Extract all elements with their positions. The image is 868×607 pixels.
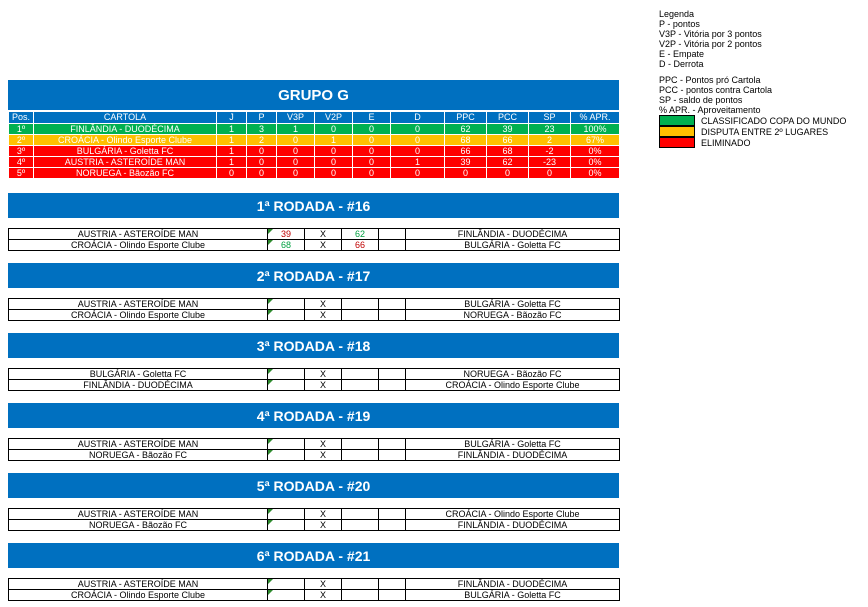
legend xyxy=(659,9,868,148)
home-score xyxy=(268,439,305,450)
away-team: BULGÁRIA - Goletta FC xyxy=(406,299,620,310)
home-score xyxy=(268,299,305,310)
versus-mark: X xyxy=(305,439,342,450)
legend-line: P - pontos xyxy=(659,19,700,29)
standings-cell-p: 0 xyxy=(247,168,277,179)
round-matches-table xyxy=(8,298,620,321)
spacer-cell xyxy=(379,369,406,380)
standings-cell-pos: 3º xyxy=(9,146,34,157)
home-score xyxy=(268,579,305,590)
legend-title: Legenda xyxy=(659,9,695,19)
spacer-cell xyxy=(379,380,406,391)
header-cell: % APR. xyxy=(571,112,620,124)
home-score xyxy=(268,369,305,380)
standings-cell-apr: 100% xyxy=(571,124,620,135)
spacer-cell xyxy=(379,579,406,590)
header-cell: D xyxy=(391,112,445,124)
standings-cell-team: AUSTRIA - ASTEROÍDE MAN xyxy=(34,157,217,168)
legend-swatch-row xyxy=(659,126,868,137)
legend-color-swatch xyxy=(659,115,695,126)
header-cell: V3P xyxy=(277,112,315,124)
standings-table xyxy=(8,111,620,179)
standings-cell-pos: 5º xyxy=(9,168,34,179)
home-score xyxy=(268,310,305,321)
away-score xyxy=(342,590,379,601)
round-matches-table xyxy=(8,368,620,391)
match-row xyxy=(9,450,620,461)
away-score xyxy=(342,579,379,590)
away-team: BULGÁRIA - Goletta FC xyxy=(406,590,620,601)
standings-cell-p: 0 xyxy=(247,157,277,168)
home-team: AUSTRIA - ASTEROÍDE MAN xyxy=(9,579,268,590)
header-cell: Pos. xyxy=(9,112,34,124)
standings-row xyxy=(9,146,620,157)
round-title: 4ª RODADA - #19 xyxy=(8,403,619,428)
legend-line: % APR. - Aproveitamento xyxy=(659,105,761,115)
standings-cell-v3p: 0 xyxy=(277,135,315,146)
versus-mark: X xyxy=(305,299,342,310)
match-row xyxy=(9,520,620,531)
standings-cell-e: 0 xyxy=(353,157,391,168)
match-row xyxy=(9,590,620,601)
standings-cell-ppc: 0 xyxy=(445,168,487,179)
home-score xyxy=(268,450,305,461)
round-title: 5ª RODADA - #20 xyxy=(8,473,619,498)
legend-line: E - Empate xyxy=(659,49,705,59)
standings-cell-ppc: 39 xyxy=(445,157,487,168)
standings-cell-e: 0 xyxy=(353,135,391,146)
header-cell: PPC xyxy=(445,112,487,124)
round-title: 1ª RODADA - #16 xyxy=(8,193,619,218)
home-team: CROÁCIA - Olindo Esporte Clube xyxy=(9,590,268,601)
standings-cell-team: NORUEGA - Bãozão FC xyxy=(34,168,217,179)
legend-line: V3P - Vitória por 3 pontos xyxy=(659,29,762,39)
spacer-cell xyxy=(379,439,406,450)
standings-cell-e: 0 xyxy=(353,168,391,179)
away-score xyxy=(342,439,379,450)
round-matches-table xyxy=(8,578,620,601)
standings-cell-p: 2 xyxy=(247,135,277,146)
match-row xyxy=(9,229,620,240)
away-team: FINLÂNDIA - DUODÉCIMA xyxy=(406,450,620,461)
home-team: FINLÂNDIA - DUODÉCIMA xyxy=(9,380,268,391)
away-team: NORUEGA - Bãozão FC xyxy=(406,310,620,321)
standings-cell-d: 0 xyxy=(391,124,445,135)
round-matches-table xyxy=(8,438,620,461)
versus-mark: X xyxy=(305,579,342,590)
away-score xyxy=(342,509,379,520)
legend-line: PPC - Pontos pró Cartola xyxy=(659,75,761,85)
group-title: GRUPO G xyxy=(8,80,619,110)
versus-mark: X xyxy=(305,509,342,520)
versus-mark: X xyxy=(305,450,342,461)
round-matches-table xyxy=(8,508,620,531)
legend-line: PCC - pontos contra Cartola xyxy=(659,85,773,95)
versus-mark: X xyxy=(305,520,342,531)
home-team: AUSTRIA - ASTEROÍDE MAN xyxy=(9,439,268,450)
standings-cell-v2p: 0 xyxy=(315,146,353,157)
header-cell: PCC xyxy=(487,112,529,124)
standings-row xyxy=(9,168,620,179)
standings-cell-apr: 0% xyxy=(571,146,620,157)
standings-cell-pcc: 62 xyxy=(487,157,529,168)
away-team: FINLÂNDIA - DUODÉCIMA xyxy=(406,520,620,531)
legend-swatch-label: CLASSIFICADO COPA DO MUNDO xyxy=(701,115,847,126)
standings-cell-team: CROÁCIA - Olindo Esporte Clube xyxy=(34,135,217,146)
away-score xyxy=(342,310,379,321)
away-score xyxy=(342,369,379,380)
away-score xyxy=(342,450,379,461)
match-row xyxy=(9,369,620,380)
standings-cell-pcc: 68 xyxy=(487,146,529,157)
standings-cell-j: 1 xyxy=(217,157,247,168)
home-team: AUSTRIA - ASTEROÍDE MAN xyxy=(9,509,268,520)
standings-cell-sp: 2 xyxy=(529,135,571,146)
away-team: FINLÂNDIA - DUODÉCIMA xyxy=(406,579,620,590)
home-team: CROÁCIA - Olindo Esporte Clube xyxy=(9,240,268,251)
home-score xyxy=(268,380,305,391)
standings-cell-j: 0 xyxy=(217,168,247,179)
standings-cell-ppc: 66 xyxy=(445,146,487,157)
standings-cell-team: FINLÂNDIA - DUODÉCIMA xyxy=(34,124,217,135)
standings-cell-sp: 23 xyxy=(529,124,571,135)
match-row xyxy=(9,579,620,590)
match-row xyxy=(9,299,620,310)
standings-cell-pcc: 0 xyxy=(487,168,529,179)
versus-mark: X xyxy=(305,229,342,240)
spacer-cell xyxy=(379,520,406,531)
match-row xyxy=(9,439,620,450)
standings-cell-v3p: 0 xyxy=(277,157,315,168)
home-score: 68 xyxy=(268,240,305,251)
away-team: FINLÂNDIA - DUODÉCIMA xyxy=(406,229,620,240)
legend-color-swatch xyxy=(659,126,695,137)
home-team: AUSTRIA - ASTEROÍDE MAN xyxy=(9,229,268,240)
standings-cell-v3p: 0 xyxy=(277,146,315,157)
header-cell: V2P xyxy=(315,112,353,124)
standings-cell-v3p: 1 xyxy=(277,124,315,135)
round-title: 6ª RODADA - #21 xyxy=(8,543,619,568)
standings-row xyxy=(9,124,620,135)
legend-swatch-row xyxy=(659,137,868,148)
home-team: BULGÁRIA - Goletta FC xyxy=(9,369,268,380)
standings-cell-pcc: 66 xyxy=(487,135,529,146)
match-row xyxy=(9,310,620,321)
spacer-cell xyxy=(379,509,406,520)
round-matches-table xyxy=(8,228,620,251)
standings-cell-p: 0 xyxy=(247,146,277,157)
standings-cell-v2p: 0 xyxy=(315,157,353,168)
standings-cell-pos: 1º xyxy=(9,124,34,135)
legend-swatch-row xyxy=(659,115,868,126)
standings-cell-d: 1 xyxy=(391,157,445,168)
standings-cell-j: 1 xyxy=(217,124,247,135)
standings-cell-v3p: 0 xyxy=(277,168,315,179)
spacer-cell xyxy=(379,299,406,310)
standings-cell-d: 0 xyxy=(391,135,445,146)
spacer-cell xyxy=(379,229,406,240)
standings-cell-ppc: 68 xyxy=(445,135,487,146)
home-score xyxy=(268,509,305,520)
standings-cell-pos: 2º xyxy=(9,135,34,146)
header-cell: J xyxy=(217,112,247,124)
away-score xyxy=(342,299,379,310)
standings-cell-pos: 4º xyxy=(9,157,34,168)
home-team: AUSTRIA - ASTEROÍDE MAN xyxy=(9,299,268,310)
away-score xyxy=(342,380,379,391)
home-score xyxy=(268,520,305,531)
legend-line: D - Derrota xyxy=(659,59,704,69)
legend-line: V2P - Vitória por 2 pontos xyxy=(659,39,762,49)
standings-cell-v2p: 1 xyxy=(315,135,353,146)
standings-cell-v2p: 0 xyxy=(315,124,353,135)
legend-line: SP - saldo de pontos xyxy=(659,95,743,105)
versus-mark: X xyxy=(305,380,342,391)
match-row xyxy=(9,240,620,251)
header-cell: P xyxy=(247,112,277,124)
standings-cell-apr: 0% xyxy=(571,157,620,168)
away-score: 62 xyxy=(342,229,379,240)
standings-cell-apr: 67% xyxy=(571,135,620,146)
versus-mark: X xyxy=(305,590,342,601)
away-score: 66 xyxy=(342,240,379,251)
standings-cell-j: 1 xyxy=(217,135,247,146)
header-cell: E xyxy=(353,112,391,124)
match-row xyxy=(9,380,620,391)
standings-row xyxy=(9,157,620,168)
round-title: 3ª RODADA - #18 xyxy=(8,333,619,358)
header-cell: SP xyxy=(529,112,571,124)
away-score xyxy=(342,520,379,531)
spacer-cell xyxy=(379,310,406,321)
header-cell: CARTOLA xyxy=(34,112,217,124)
home-team: NORUEGA - Bãozão FC xyxy=(9,450,268,461)
standings-header-row xyxy=(9,112,620,124)
legend-color-swatch xyxy=(659,137,695,148)
home-score xyxy=(268,590,305,601)
standings-cell-j: 1 xyxy=(217,146,247,157)
spacer-cell xyxy=(379,590,406,601)
standings-cell-sp: -23 xyxy=(529,157,571,168)
away-team: CROÁCIA - Olindo Esporte Clube xyxy=(406,380,620,391)
match-row xyxy=(9,509,620,520)
legend-swatch-label: ELIMINADO xyxy=(701,137,751,148)
home-team: CROÁCIA - Olindo Esporte Clube xyxy=(9,310,268,321)
standings-cell-e: 0 xyxy=(353,146,391,157)
standings-row xyxy=(9,135,620,146)
standings-cell-e: 0 xyxy=(353,124,391,135)
versus-mark: X xyxy=(305,310,342,321)
standings-cell-d: 0 xyxy=(391,146,445,157)
spacer-cell xyxy=(379,450,406,461)
round-title: 2ª RODADA - #17 xyxy=(8,263,619,288)
away-team: BULGÁRIA - Goletta FC xyxy=(406,439,620,450)
away-team: NORUEGA - Bãozão FC xyxy=(406,369,620,380)
away-team: BULGÁRIA - Goletta FC xyxy=(406,240,620,251)
spacer-cell xyxy=(379,240,406,251)
versus-mark: X xyxy=(305,369,342,380)
standings-cell-p: 3 xyxy=(247,124,277,135)
standings-cell-apr: 0% xyxy=(571,168,620,179)
standings-cell-sp: -2 xyxy=(529,146,571,157)
home-team: NORUEGA - Bãozão FC xyxy=(9,520,268,531)
versus-mark: X xyxy=(305,240,342,251)
standings-cell-v2p: 0 xyxy=(315,168,353,179)
standings-cell-team: BULGÁRIA - Goletta FC xyxy=(34,146,217,157)
legend-swatch-label: DISPUTA ENTRE 2º LUGARES xyxy=(701,126,829,137)
standings-cell-ppc: 62 xyxy=(445,124,487,135)
standings-cell-sp: 0 xyxy=(529,168,571,179)
home-score: 39 xyxy=(268,229,305,240)
away-team: CROÁCIA - Olindo Esporte Clube xyxy=(406,509,620,520)
standings-cell-pcc: 39 xyxy=(487,124,529,135)
standings-cell-d: 0 xyxy=(391,168,445,179)
